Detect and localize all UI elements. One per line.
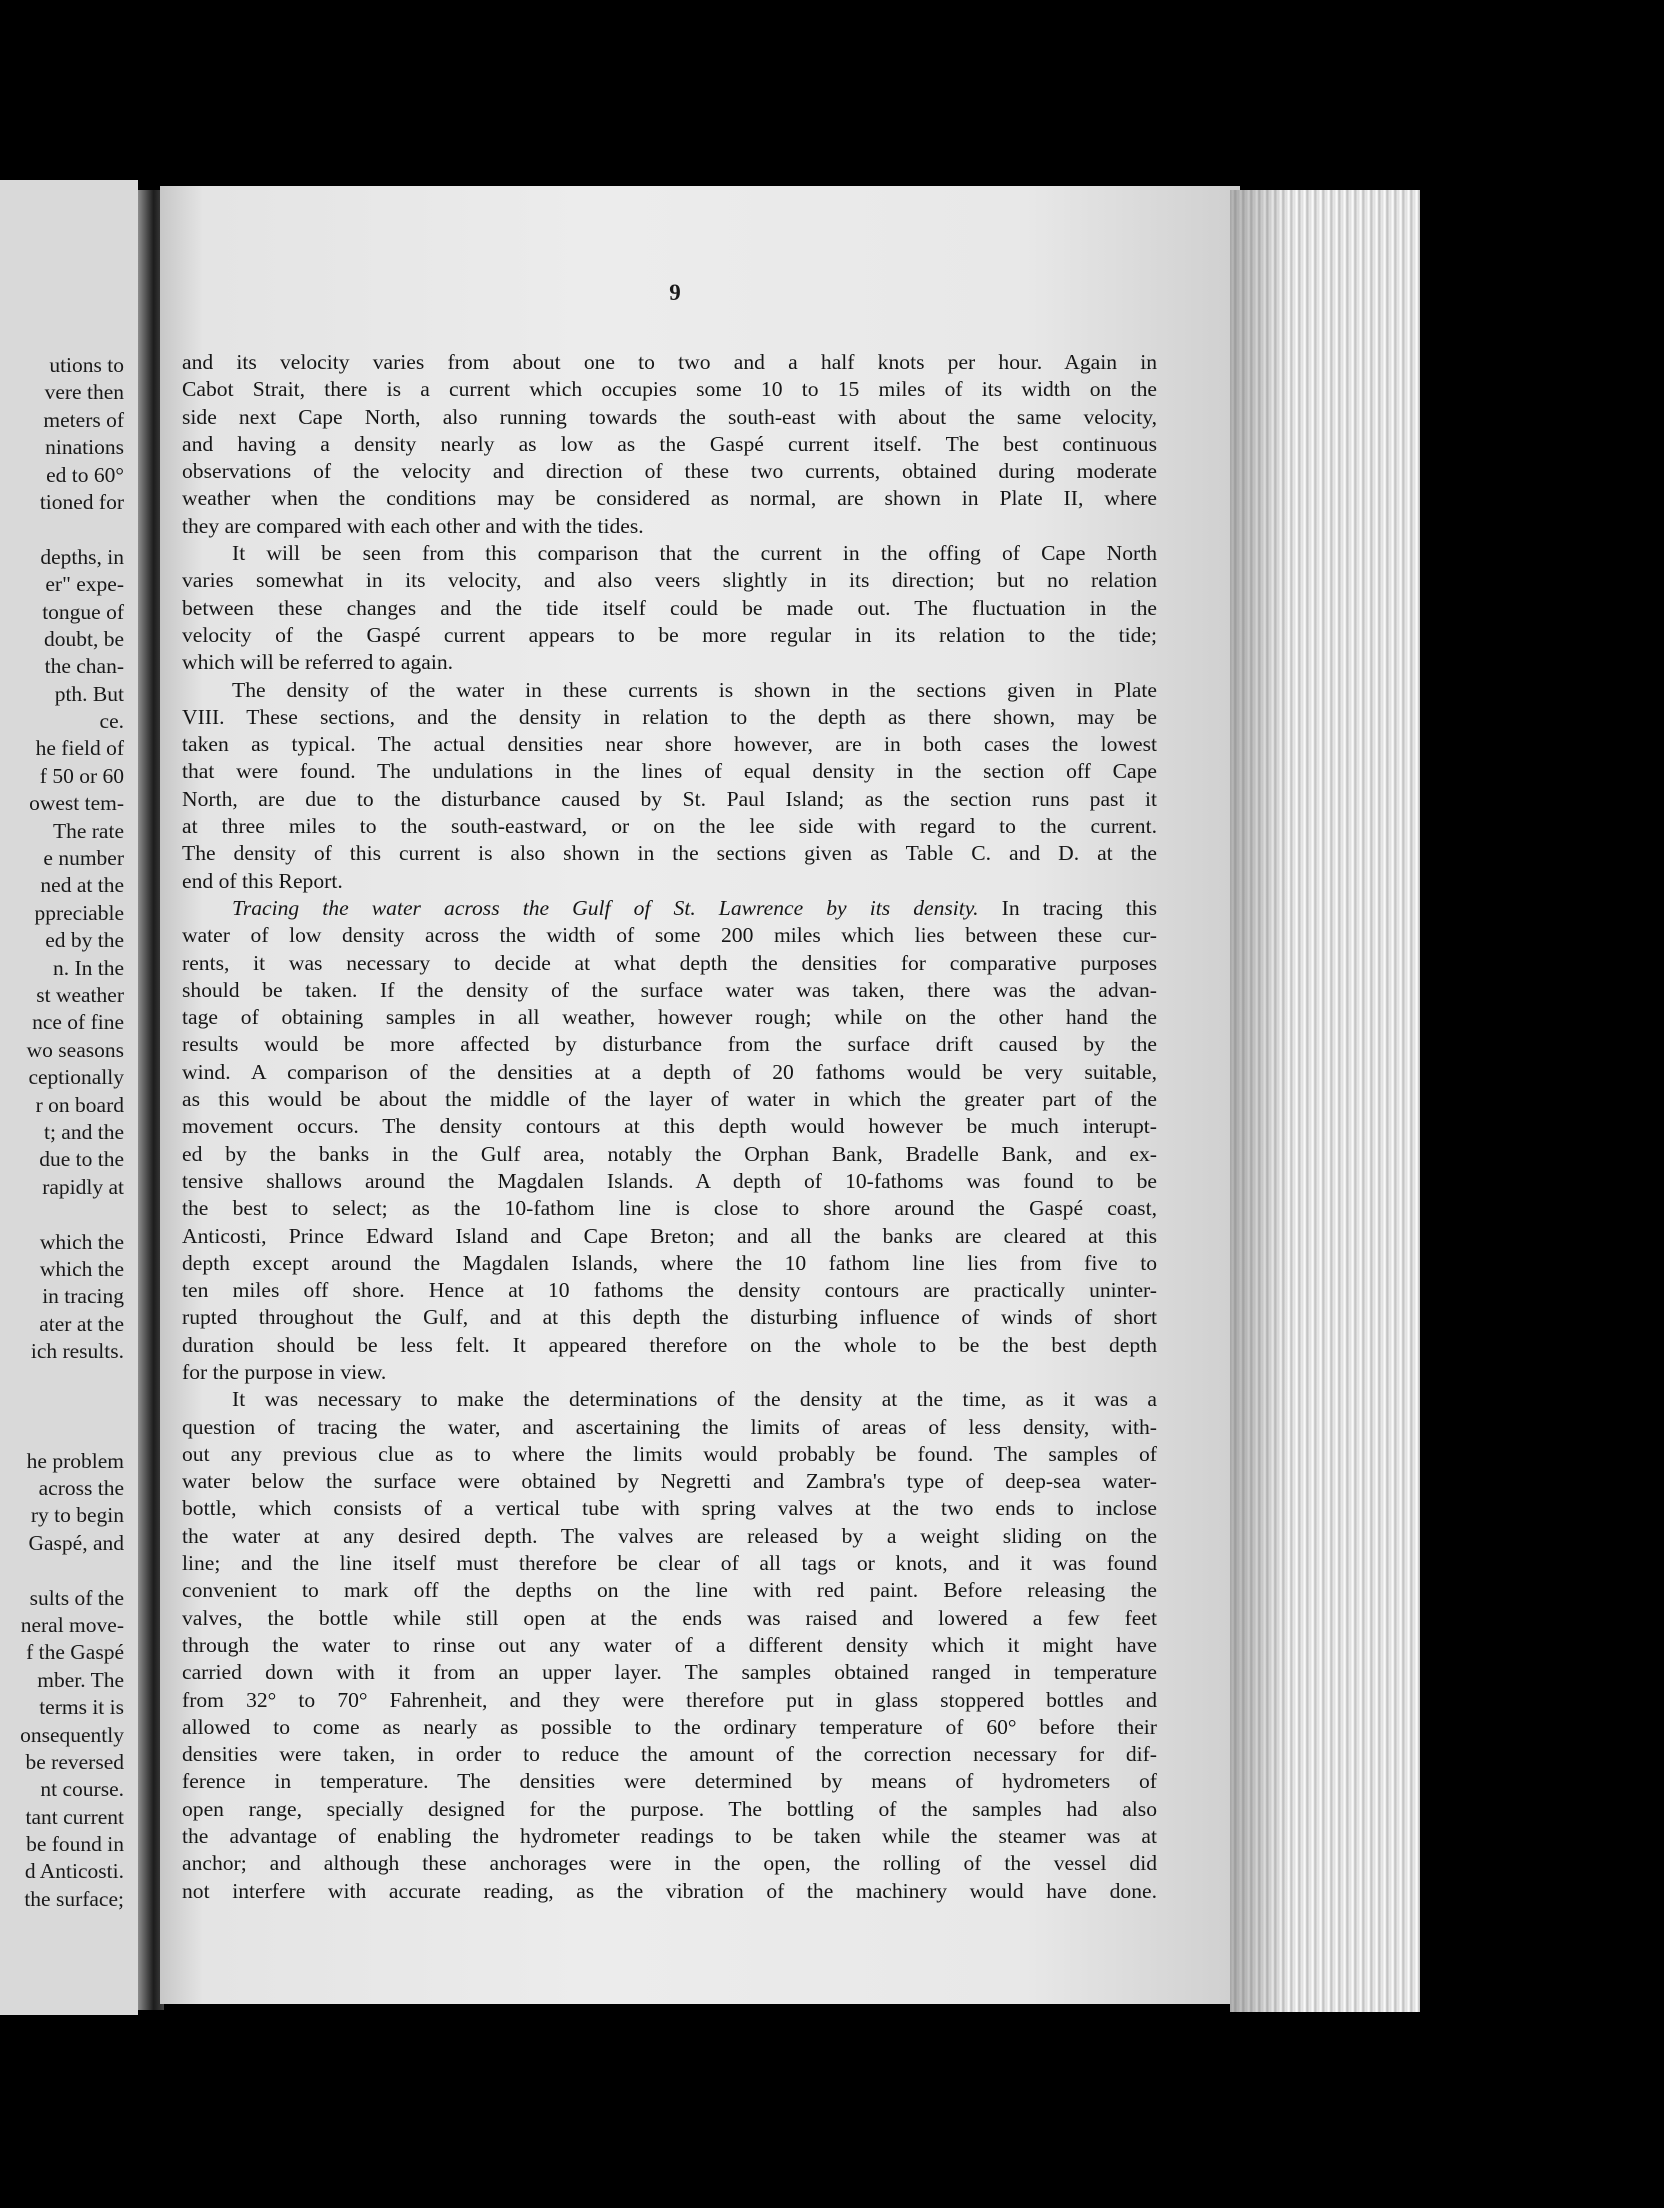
left-page-fragment: nce of fine (32, 1010, 124, 1035)
text-line: question of tracing the water, and ascertaining the limits of areas of less density, with- (182, 1414, 1157, 1439)
text-line: water of low density across the width of some 200 miles which lies between these cur- (182, 923, 1157, 948)
left-page-fragment: sults of the (29, 1585, 124, 1610)
left-facing-page (0, 180, 138, 2015)
left-page-fragment: rapidly at (42, 1174, 124, 1199)
body-text (182, 349, 1157, 1905)
page-edges-shadow (1230, 190, 1290, 2012)
text-line: the advantage of enabling the hydrometer readings to be taken while the steamer was at (182, 1824, 1157, 1849)
left-page-fragment: n. In the (52, 955, 124, 980)
text-line: for the purpose in view. (182, 1359, 387, 1384)
text-line (182, 895, 1157, 922)
text-line: duration should be less felt. It appeared therefore on the whole to be the best depth (182, 1332, 1157, 1357)
text-line: movement occurs. The density contours at this depth would however be much interupt- (182, 1114, 1157, 1139)
text-line: convenient to mark off the depths on the line with red paint. Before releasing the (182, 1578, 1157, 1603)
text-line: The density of the water in these currents is shown in the sections given in Plate (232, 677, 1157, 702)
left-page-fragment: be found in (26, 1832, 124, 1857)
text-line: Anticosti, Prince Edward Island and Cape Breton; and all the banks are cleared at this (182, 1223, 1157, 1248)
text-line: anchor; and although these anchorages were in the open, the rolling of the vessel did (182, 1851, 1157, 1876)
left-page-fragment: d Anticosti. (24, 1859, 124, 1884)
text-line: valves, the bottle while still open at the ends was raised and lowered a few feet (182, 1605, 1157, 1630)
text-line: bottle, which consists of a vertical tube with spring valves at the two ends to inclose (182, 1496, 1157, 1521)
text-line: weather when the conditions may be considered as normal, are shown in Plate II, where (182, 486, 1157, 511)
text-line: between these changes and the tide itself could be made out. The fluctuation in the (182, 595, 1157, 620)
text-line: It will be seen from this comparison that the current in the offing of Cape North (232, 541, 1157, 566)
left-page-fragment: ed to 60° (46, 462, 124, 487)
text-line: ten miles off shore. Hence at 10 fathoms the density contours are practically uninter- (182, 1278, 1157, 1303)
text-line: side next Cape North, also running towards the south-east with about the same velocity, (182, 404, 1157, 429)
text-line: observations of the velocity and direction of these two currents, obtained during moderate (182, 459, 1157, 484)
text-line-rest: In tracing this (978, 895, 1157, 920)
left-page-fragment: f the Gaspé (26, 1640, 124, 1665)
text-line: out any previous clue as to where the limits would probably be found. The samples of (182, 1441, 1157, 1466)
left-page-fragment: mber. The (37, 1667, 124, 1692)
left-page-fragment: tioned for (39, 489, 124, 514)
text-line: results would be more affected by disturbance from the surface drift caused by the (182, 1032, 1157, 1057)
text-line: taken as typical. The actual densities near shore however, are in both cases the lowest (182, 732, 1157, 757)
left-page-fragment: The rate (52, 818, 124, 843)
left-page-fragment: owest tem- (29, 791, 124, 816)
text-line: line; and the line itself must therefore be clear of all tags or knots, and it was found (182, 1551, 1157, 1576)
left-page-fragment: utions to (49, 353, 124, 377)
left-page-fragment: be reversed (25, 1749, 124, 1774)
text-line: as this would be about the middle of the layer of water in which the greater part of the (182, 1087, 1157, 1112)
left-page-fragment: t; and the (43, 1119, 124, 1144)
text-line: velocity of the Gaspé current appears to be more regular in its relation to the tide; (182, 622, 1157, 647)
text-line: depth except around the Magdalen Islands, where the 10 fathom line lies from five to (182, 1250, 1157, 1275)
left-page-fragment: meters of (43, 407, 124, 432)
left-page-fragment (0, 516, 124, 543)
text-line: and its velocity varies from about one to two and a half knots per hour. Again in (182, 350, 1157, 374)
left-page-fragment: in tracing (42, 1284, 124, 1309)
text-line: which will be referred to again. (182, 650, 454, 675)
left-page-fragment: er" expe- (45, 572, 124, 597)
left-page-fragment: which the (39, 1229, 124, 1254)
left-page-fragment (0, 1393, 124, 1420)
left-page-fragment: tant current (25, 1804, 124, 1829)
text-line: at three miles to the south-eastward, or on the lee side with regard to the current. (182, 814, 1157, 839)
page-number: 9 (669, 280, 681, 305)
text-line: the best to select; as the 10-fathom line is close to shore around the Gaspé coast, (182, 1196, 1157, 1221)
text-line: water below the surface were obtained by Negretti and Zambra's type of deep-sea water- (182, 1469, 1157, 1494)
left-page-fragment: due to the (39, 1147, 124, 1172)
left-page-fragment: which the (39, 1256, 124, 1281)
text-line: varies somewhat in its velocity, and also veers slightly in its direction; but no relation (182, 568, 1157, 593)
left-page-fragment: ce. (99, 709, 124, 734)
text-line: It was necessary to make the determinations of the density at the time, as it was a (232, 1387, 1157, 1412)
text-line: rents, it was necessary to decide at what depth the densities for comparative purposes (182, 950, 1157, 975)
left-page-fragment: tongue of (42, 599, 124, 624)
left-page-fragment (0, 1557, 124, 1584)
left-page-text-fragments (0, 352, 124, 1913)
text-line: North, are due to the disturbance caused by St. Paul Island; as the section runs past it (182, 786, 1157, 811)
left-page-fragment (0, 1420, 124, 1447)
left-page-fragment: e number (43, 846, 124, 871)
left-page-fragment: ned at the (40, 873, 124, 898)
text-line: should be taken. If the density of the surface water was taken, there was the advan- (182, 977, 1157, 1002)
text-line: ference in temperature. The densities were determined by means of hydrometers of (182, 1769, 1157, 1794)
text-line: through the water to rinse out any water of a different density which it might have (182, 1632, 1157, 1657)
text-line: densities were taken, in order to reduce the amount of the correction necessary for dif- (182, 1742, 1157, 1767)
left-page-fragment: ry to begin (30, 1503, 124, 1528)
text-line: the water at any desired depth. The valves are released by a weight sliding on the (182, 1523, 1157, 1548)
left-page-fragment: doubt, be (43, 626, 124, 651)
left-page-fragment: across the (38, 1476, 124, 1501)
text-line: end of this Report. (182, 868, 343, 893)
left-page-fragment (0, 1365, 124, 1392)
left-page-fragment: pth. But (54, 681, 124, 706)
text-line: from 32° to 70° Fahrenheit, and they were therefore put in glass stoppered bottles and (182, 1687, 1157, 1712)
text-line: allowed to come as nearly as possible to the ordinary temperature of 60° before their (182, 1714, 1157, 1739)
left-page-fragment: ed by the (45, 928, 124, 953)
left-page-fragment: ppreciable (34, 900, 124, 925)
left-page-fragment (0, 1201, 124, 1228)
left-page-fragment: he problem (26, 1448, 124, 1473)
left-page-fragment: ceptionally (28, 1065, 124, 1090)
left-page-fragment: r on board (35, 1092, 124, 1117)
left-page-fragment: terms it is (39, 1695, 124, 1720)
text-line: wind. A comparison of the densities at a depth of 20 fathoms would be very suitable, (182, 1059, 1157, 1084)
text-line: open range, specially designed for the purpose. The bottling of the samples had also (182, 1796, 1157, 1821)
left-page-fragment: neral move- (20, 1612, 124, 1637)
text-line: tensive shallows around the Magdalen Islands. A depth of 10-fathoms was found to be (182, 1168, 1157, 1193)
text-line: tage of obtaining samples in all weather, however rough; while on the other hand the (182, 1005, 1157, 1030)
text-line: that were found. The undulations in the lines of equal density in the section off Cape (182, 759, 1157, 784)
left-page-fragment: ater at the (39, 1311, 124, 1336)
left-page-fragment: Gaspé, and (28, 1530, 124, 1555)
left-page-fragment: nt course. (40, 1777, 124, 1802)
text-line: carried down with it from an upper layer. The samples obtained ranged in temperature (182, 1660, 1157, 1685)
left-page-fragment: ninations (45, 435, 124, 460)
left-page-fragment: depths, in (40, 544, 124, 569)
text-line: not interfere with accurate reading, as the vibration of the machinery would have done. (182, 1878, 1157, 1903)
left-page-fragment: ich results. (30, 1339, 124, 1364)
text-line: and having a density nearly as low as the Gaspé current itself. The best continuous (182, 431, 1157, 456)
text-line: The density of this current is also shown in the sections given as Table C. and D. at the (182, 841, 1157, 866)
left-page-fragment: onsequently (20, 1722, 124, 1747)
section-heading: Tracing the water across the Gulf of St. Lawrence by its density. (232, 895, 979, 920)
left-page-fragment: f 50 or 60 (39, 763, 124, 788)
text-line: ed by the banks in the Gulf area, notably the Orphan Bank, Bradelle Bank, and ex- (182, 1141, 1157, 1166)
left-page-fragment: st weather (36, 982, 124, 1007)
left-page-fragment: wo seasons (26, 1037, 124, 1062)
text-line: rupted throughout the Gulf, and at this depth the disturbing influence of winds of short (182, 1305, 1157, 1330)
left-page-fragment: the surface; (24, 1886, 124, 1911)
text-line: VIII. These sections, and the density in relation to the depth as there shown, may be (182, 704, 1157, 729)
left-page-fragment: vere then (44, 380, 124, 405)
left-page-fragment: the chan- (44, 654, 124, 679)
text-line: they are compared with each other and with the tides. (182, 513, 644, 538)
left-page-fragment: he field of (35, 736, 124, 761)
text-line: Cabot Strait, there is a current which occupies some 10 to 15 miles of its width on the (182, 377, 1157, 402)
